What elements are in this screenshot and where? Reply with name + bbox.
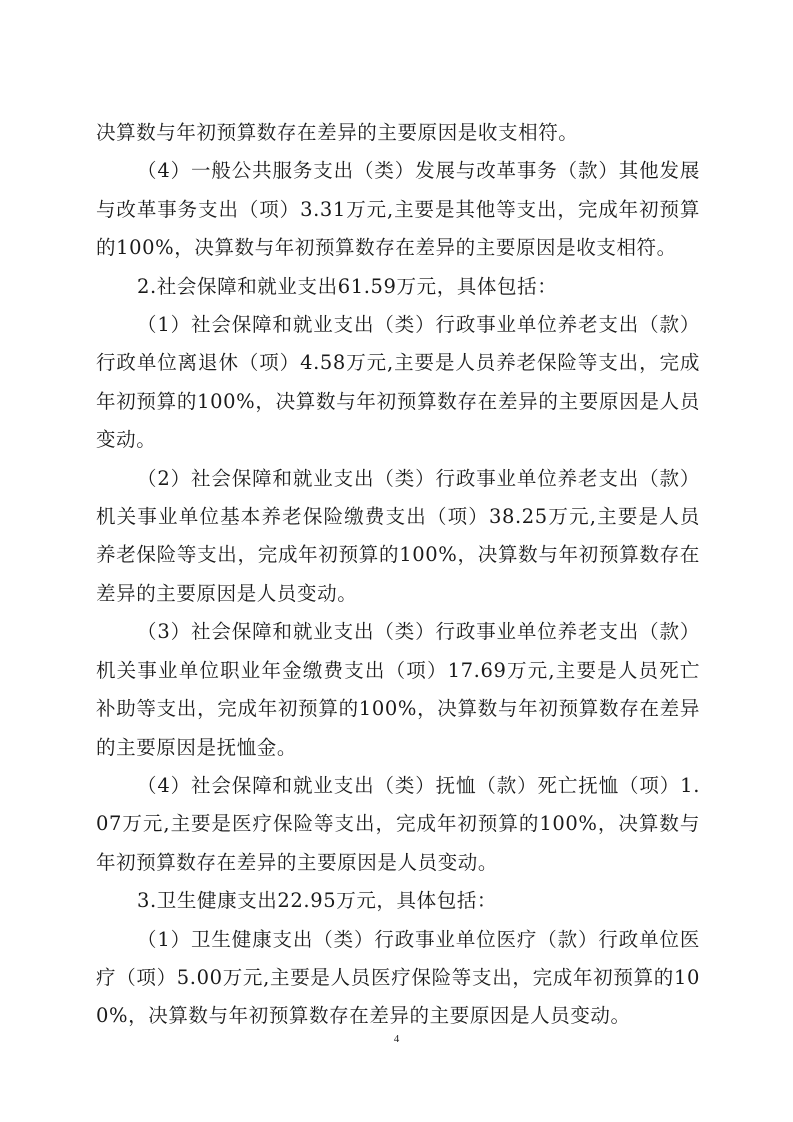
paragraph-general-public-service-item-4: （4）一般公共服务支出（类）发展与改革事务（款）其他发展与改革事务支出（项）3.31万元,主要是其他等支出，完成年初预算的100%，决算数与年初预算数存在差异的主要原因是收支相符。 (96, 159, 700, 260)
paragraph-continuation: 决算数与年初预算数存在差异的主要原因是收支相符。 (96, 121, 579, 144)
document-body (96, 114, 700, 1036)
paragraph-social-security-item-4: （4）社会保障和就业支出（类）抚恤（款）死亡抚恤（项）1.07万元,主要是医疗保险等支出，完成年初预算的100%，决算数与年初预算数存在差异的主要原因是人员变动。 (96, 773, 700, 874)
paragraph-social-security-item-1: （1）社会保障和就业支出（类）行政事业单位养老支出（款）行政单位离退休（项）4.58万元,主要是人员养老保险等支出，完成年初预算的100%，决算数与年初预算数存在差异的主要原因是人员变动。 (96, 313, 700, 452)
page-number: 4 (393, 1033, 400, 1045)
section-heading-social-security: 2.社会保障和就业支出61.59万元，具体包括： (137, 274, 558, 298)
paragraph-social-security-item-3: （3）社会保障和就业支出（类）行政事业单位养老支出（款）机关事业单位职业年金缴费支出（项）17.69万元,主要是人员死亡补助等支出，完成年初预算的100%，决算数与年初预算数存在差异的主要原因是抚恤金。 (96, 620, 700, 759)
section-heading-health: 3.卫生健康支出22.95万元，具体包括： (137, 889, 498, 913)
paragraph-social-security-item-2: （2）社会保障和就业支出（类）行政事业单位养老支出（款）机关事业单位基本养老保险缴费支出（项）38.25万元,主要是人员养老保险等支出，完成年初预算的100%，决算数与年初预算数存在差异的主要原因是人员变动。 (96, 466, 700, 605)
paragraph-health-item-1: （1）卫生健康支出（类）行政事业单位医疗（款）行政单位医疗（项）5.00万元,主要是人员医疗保险等支出，完成年初预算的100%，决算数与年初预算数存在差异的主要原因是人员变动。 (96, 927, 700, 1028)
